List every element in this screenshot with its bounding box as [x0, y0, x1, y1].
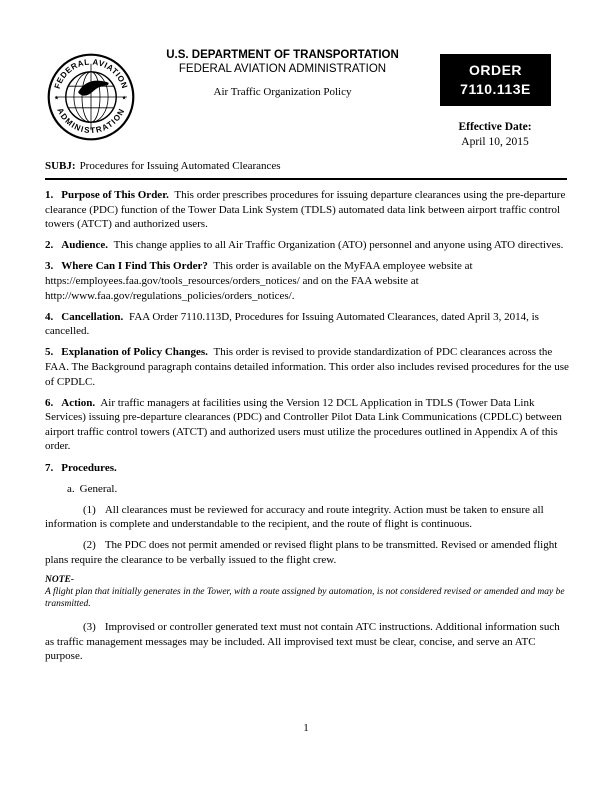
paragraph-body: FAA Order 7110.113D, Procedures for Issuing Automated Clearances, dated April 3, 2014, is cancelled.	[45, 310, 539, 338]
agency-title: FEDERAL AVIATION ADMINISTRATION	[178, 63, 387, 75]
paragraph-action	[45, 396, 569, 454]
subitem-text: The PDC does not permit amended or revised flight plans to be transmitted. Revised or amended flight plans require the clearance to be verbally issued to the flight crew.	[45, 539, 558, 566]
paragraph-title: Cancellation.	[61, 310, 124, 323]
subitem-1	[45, 503, 569, 532]
paragraph-body: This order is available on the MyFAA employee website at https://employees.faa.gov/tools_resources/orders_notices/ and on the FAA website at http://www.faa.gov/regulations_policies/orders_notices/.	[45, 260, 473, 302]
paragraph-title: Audience.	[61, 239, 108, 252]
paragraph-body: This order is revised to provide standardization of PDC clearances across the FAA. The Background paragraph contains detailed information. This order also includes revised procedures for the use of CPDLC.	[45, 346, 569, 388]
paragraph-title: Explanation of Policy Changes.	[61, 346, 208, 359]
paragraph-procedures	[45, 461, 569, 476]
seal-text-top: FEDERAL AVIATION	[52, 57, 130, 90]
paragraph-body: This change applies to all Air Traffic Organization (ATO) personnel and anyone using ATO directives.	[113, 239, 564, 252]
paragraph-number: 3.	[45, 260, 54, 273]
effective-date-label: Effective Date:	[458, 121, 532, 133]
paragraph-title: Where Can I Find This Order?	[61, 260, 208, 273]
paragraph-where-to-find	[45, 259, 569, 303]
subitem-number: (2)	[83, 539, 96, 552]
note-label: NOTE-	[45, 575, 75, 586]
subject-label: SUBJ:	[45, 160, 76, 172]
effective-date-value: April 10, 2015	[461, 136, 529, 148]
paragraph-number: 1.	[45, 189, 54, 201]
effective-date	[430, 120, 560, 150]
paragraph-title: Purpose of This Order.	[61, 189, 169, 201]
paragraph-body: Air traffic managers at facilities using the Version 12 DCL Application in TDLS (Tower Data Link Services) issuing pre-departure clearances (PDC) and Controller Pilot Data Link Communications (CPDLC) between airport traffic control towers (ATCT) and authorized users must utilize the procedures outlined in Appendix A of this order.	[45, 396, 562, 453]
subject-line	[45, 160, 281, 172]
seal-star-right-icon: ★	[121, 95, 127, 102]
seal-wing-glyph	[78, 81, 108, 96]
subitem-2	[45, 538, 569, 567]
paragraph-number: 5.	[45, 346, 54, 359]
paragraph-cancellation	[45, 310, 569, 339]
subitem-number: (3)	[83, 621, 96, 634]
seal-star-left-icon: ★	[54, 95, 59, 102]
paragraph-number: 2.	[45, 239, 54, 252]
order-label: ORDER	[468, 62, 523, 78]
subitem-3	[45, 620, 569, 664]
paragraph-purpose	[45, 188, 569, 232]
note-block	[45, 574, 569, 610]
subitem-text: Improvised or controller generated text must not contain ATC instructions. Additional information such as traffic management messages may be included. All improvised text must be clear, concise, and serve an ATC purpose.	[45, 621, 560, 663]
order-number-box	[440, 54, 551, 106]
seal-text-bottom: ADMINISTRATION	[55, 106, 127, 136]
department-title: U.S. DEPARTMENT OF TRANSPORTATION	[166, 49, 399, 61]
subitem-text: All clearances must be reviewed for accuracy and route integrity. Action must be taken to ensure all information is complete and understandable to the recipient, and the route of flight is continuous.	[45, 503, 544, 531]
subject-text: Procedures for Issuing Automated Clearances	[79, 160, 281, 172]
document-header	[140, 48, 425, 98]
paragraph-title: Procedures.	[61, 461, 117, 474]
order-number: 7110.113E	[460, 81, 531, 97]
faa-seal-icon	[46, 52, 136, 142]
subitem-number: (1)	[83, 503, 96, 516]
paragraph-title: Action.	[61, 396, 96, 409]
policy-line: Air Traffic Organization Policy	[213, 86, 352, 98]
subitem-a-general	[67, 482, 569, 497]
subitem-letter: a.	[67, 482, 75, 495]
document-body	[45, 188, 569, 670]
paragraph-number: 6.	[45, 396, 54, 409]
paragraph-audience	[45, 238, 569, 253]
paragraph-number: 7.	[45, 461, 54, 474]
paragraph-policy-changes	[45, 345, 569, 389]
paragraph-body: This order prescribes procedures for issuing departure clearances using the pre-departure clearance (PDC) function of the Tower Data Link System (TDLS) automated data link between airport traffic control towers (ATCT) and authorized users.	[45, 189, 566, 231]
paragraph-number: 4.	[45, 310, 54, 323]
subitem-text: General.	[79, 482, 118, 495]
subject-divider	[45, 178, 567, 180]
page-number: 1	[303, 722, 309, 734]
note-text: A flight plan that initially generates in the Tower, with a route assigned by automation, is not considered revised or amended and may be transmitted.	[45, 587, 565, 610]
